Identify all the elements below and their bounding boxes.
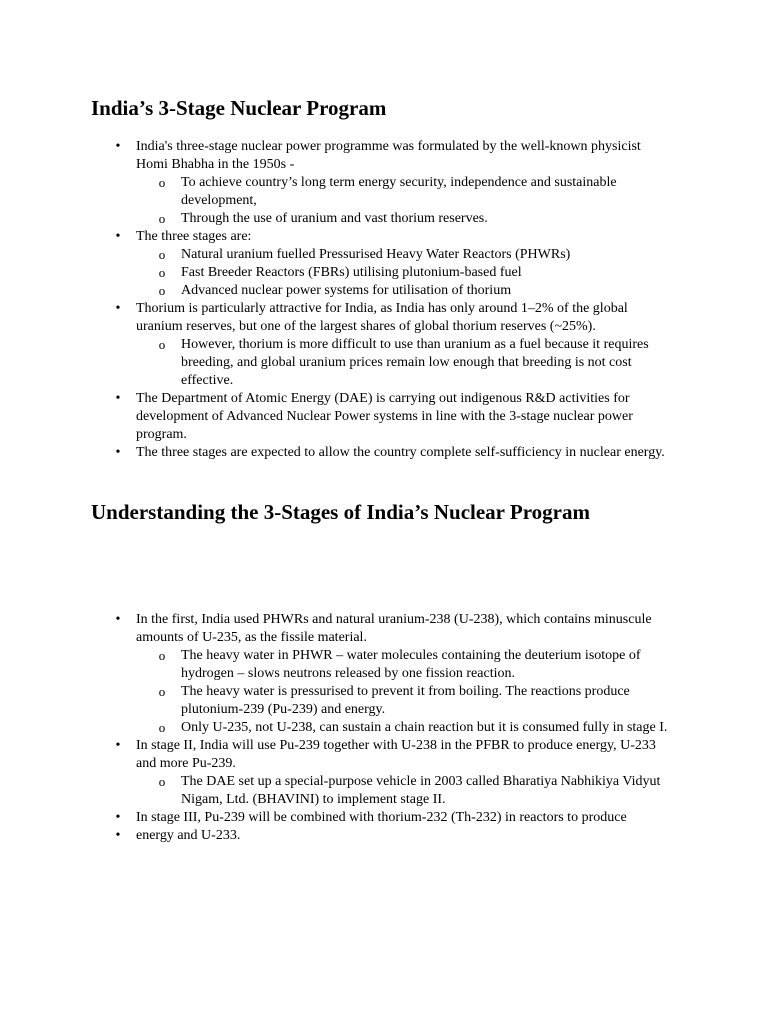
- sub-list-item: [0, 336, 676, 390]
- list-item: [0, 827, 676, 845]
- sub-list-item-text: To achieve country’s long term energy security, independence and sustainable development,: [181, 175, 617, 208]
- list-item-text: In the first, India used PHWRs and natural uranium-238 (U-238), which contains minuscule amounts of U-235, as the fissile material.: [136, 612, 652, 645]
- sub-bullet-marker: o: [158, 211, 166, 226]
- sub-list-item: [0, 719, 676, 737]
- list-item: [0, 611, 676, 647]
- sub-bullet-marker: o: [158, 247, 166, 262]
- sub-bullet-marker: o: [158, 265, 166, 280]
- list-item-text: The three stages are:: [136, 229, 252, 244]
- bullet-marker: •: [115, 139, 121, 154]
- sub-bullet-marker: o: [158, 684, 166, 699]
- sub-list-item-text: Fast Breeder Reactors (FBRs) utilising plutonium-based fuel: [181, 265, 522, 280]
- bullet-marker: •: [115, 738, 121, 753]
- sub-list-item: [0, 264, 676, 282]
- sub-list-item-text: The heavy water in PHWR – water molecules containing the deuterium isotope of hydrogen – slows neutrons released by one fission reaction.: [181, 648, 641, 681]
- sub-bullet-marker: o: [158, 720, 166, 735]
- list-item: [0, 737, 676, 773]
- sub-list-item-text: Natural uranium fuelled Pressurised Heavy Water Reactors (PHWRs): [181, 247, 571, 262]
- bullet-marker: •: [115, 828, 121, 843]
- list-item-text: In stage III, Pu-239 will be combined with thorium-232 (Th-232) in reactors to produce: [136, 810, 627, 825]
- bullet-marker: •: [115, 810, 121, 825]
- list-item: [0, 809, 676, 827]
- section-title: Understanding the 3-Stages of India’s Nuclear Program: [91, 500, 590, 524]
- bullet-marker: •: [115, 391, 121, 406]
- sub-list-item: [0, 282, 676, 300]
- sub-list-item-text: The heavy water is pressurised to prevent it from boiling. The reactions produce plutonium-239 (Pu-239) and energy.: [181, 684, 630, 717]
- bullet-marker: •: [115, 301, 121, 316]
- sub-list-item: [0, 647, 676, 683]
- sub-bullet-marker: o: [158, 337, 166, 352]
- list-item: [0, 228, 676, 246]
- list-item-text: In stage II, India will use Pu-239 together with U-238 in the PFBR to produce energy, U-233 and more Pu-239.: [136, 738, 656, 771]
- bullet-marker: •: [115, 229, 121, 244]
- bullet-list: [0, 611, 768, 845]
- sub-list-item: [0, 246, 676, 264]
- sub-bullet-marker: o: [158, 175, 166, 190]
- sub-list-item-text: Only U-235, not U-238, can sustain a chain reaction but it is consumed fully in stage I.: [181, 720, 668, 735]
- list-item-text: Thorium is particularly attractive for India, as India has only around 1–2% of the global uranium reserves, but one of the largest shares of global thorium reserves (~25%).: [136, 301, 628, 334]
- sub-list-item: [0, 773, 676, 809]
- list-item: [0, 390, 676, 444]
- list-item: [0, 444, 676, 462]
- sub-bullet-marker: o: [158, 648, 166, 663]
- sub-bullet-marker: o: [158, 774, 166, 789]
- sub-list-item-text: The DAE set up a special-purpose vehicle in 2003 called Bharatiya Nabhikiya Vidyut Nigam, Ltd. (BHAVINI) to implement stage II.: [181, 774, 661, 807]
- list-item-text: energy and U-233.: [136, 828, 241, 843]
- bullet-marker: •: [115, 445, 121, 460]
- sub-list-item-text: Through the use of uranium and vast thorium reserves.: [181, 211, 488, 226]
- list-item-text: India's three-stage nuclear power programme was formulated by the well-known physicist Homi Bhabha in the 1950s -: [136, 139, 641, 172]
- section-title: India’s 3-Stage Nuclear Program: [91, 96, 387, 120]
- sub-list-item-text: Advanced nuclear power systems for utilisation of thorium: [181, 283, 512, 298]
- sub-list-item-text: However, thorium is more difficult to use than uranium as a fuel because it requires breeding, and global uranium prices remain low enough that breeding is not cost effective.: [181, 337, 649, 388]
- list-item: [0, 300, 676, 336]
- bullet-marker: •: [115, 612, 121, 627]
- list-item-text: The Department of Atomic Energy (DAE) is carrying out indigenous R&D activities for development of Advanced Nuclear Power systems in line with the 3-stage nuclear power program.: [136, 391, 633, 442]
- sub-bullet-marker: o: [158, 283, 166, 298]
- bullet-list: [0, 138, 768, 462]
- list-item-text: The three stages are expected to allow the country complete self-sufficiency in nuclear energy.: [136, 445, 665, 460]
- sub-list-item: [0, 683, 676, 719]
- sub-list-item: [0, 210, 676, 228]
- sub-list-item: [0, 174, 676, 210]
- list-item: [0, 138, 676, 174]
